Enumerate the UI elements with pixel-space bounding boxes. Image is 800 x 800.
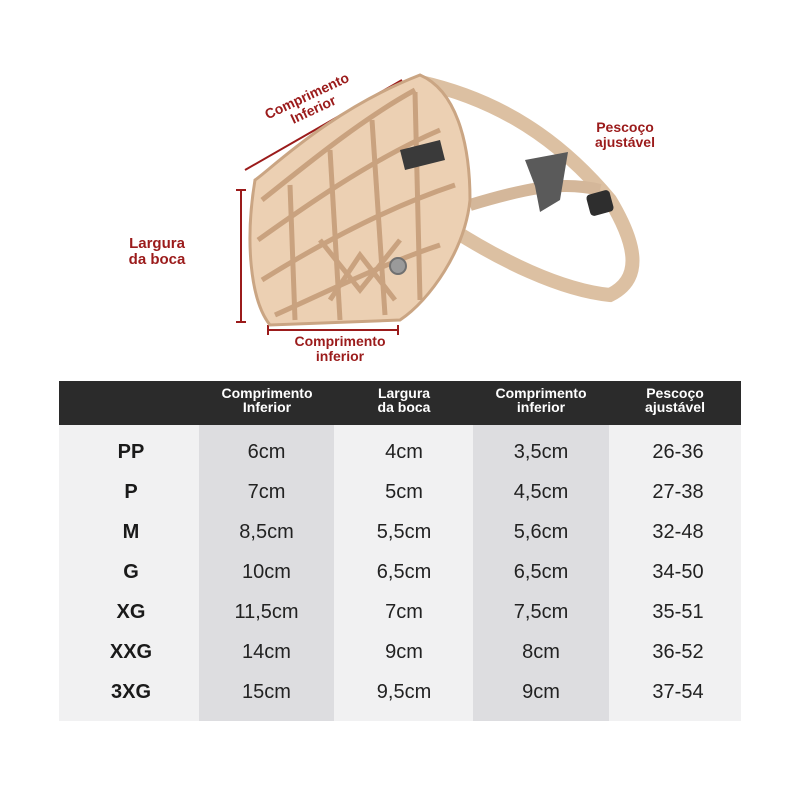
value-comprimento: 8,5cm	[239, 521, 294, 543]
muzzle-illustration	[0, 0, 800, 380]
size-label: XG	[116, 601, 146, 623]
size-label: 3XG	[110, 681, 152, 703]
value-comprimento-inferior: 4,5cm	[513, 481, 569, 503]
value-comprimento-inferior: 9cm	[522, 681, 560, 703]
table-row	[59, 633, 741, 673]
size-label: G	[123, 561, 139, 583]
table-row	[59, 473, 741, 513]
annotation-bottom-length: Comprimento inferior	[294, 333, 386, 364]
annotation-mouth-width: Largura da boca	[128, 235, 186, 268]
value-comprimento-inferior: 7,5cm	[513, 601, 569, 623]
value-pescoco: 34-50	[652, 561, 704, 583]
value-comprimento: 10cm	[242, 561, 291, 583]
size-label: PP	[117, 441, 145, 463]
value-largura: 5,5cm	[376, 521, 432, 543]
table-row	[59, 593, 741, 633]
value-comprimento: 11,5cm	[234, 601, 299, 623]
value-largura: 5cm	[385, 481, 423, 503]
value-pescoco: 32-48	[652, 521, 704, 543]
value-pescoco: 36-52	[652, 641, 704, 663]
value-comprimento-inferior: 6,5cm	[513, 561, 569, 583]
annotation-neck: Pescoço ajustável	[595, 119, 655, 150]
table-header	[59, 381, 741, 425]
header-largura-boca: Largura da boca	[377, 385, 431, 415]
table-row	[59, 553, 741, 593]
rivet-icon	[390, 258, 406, 274]
header-comprimento-inferior: Comprimento Inferior	[221, 385, 313, 415]
header-comprimento-inferior-2: Comprimento inferior	[495, 385, 587, 415]
value-largura: 9,5cm	[376, 681, 432, 703]
size-label: P	[124, 481, 138, 503]
annotation-top-length: Comprimento Inferior	[262, 69, 352, 127]
value-pescoco: 37-54	[652, 681, 704, 703]
value-comprimento: 6cm	[247, 441, 286, 463]
value-comprimento: 7cm	[247, 481, 286, 503]
value-comprimento: 15cm	[242, 681, 291, 703]
table-row	[59, 673, 741, 713]
value-largura: 4cm	[385, 441, 423, 463]
value-pescoco: 27-38	[652, 481, 704, 503]
size-label: M	[122, 521, 140, 543]
product-figure	[0, 0, 800, 380]
value-pescoco: 26-36	[652, 441, 704, 463]
table-row	[59, 513, 741, 553]
value-comprimento-inferior: 3,5cm	[513, 441, 569, 463]
value-largura: 9cm	[385, 641, 423, 663]
value-comprimento: 14cm	[242, 641, 291, 663]
value-pescoco: 35-51	[652, 601, 704, 623]
size-label: XXG	[109, 641, 153, 663]
value-comprimento-inferior: 5,6cm	[513, 521, 569, 543]
header-pescoco: Pescoço ajustável	[645, 385, 705, 415]
value-largura: 7cm	[385, 601, 423, 623]
size-table	[59, 381, 741, 721]
value-comprimento-inferior: 8cm	[522, 641, 560, 663]
table-row	[59, 433, 741, 473]
value-largura: 6,5cm	[376, 561, 432, 583]
